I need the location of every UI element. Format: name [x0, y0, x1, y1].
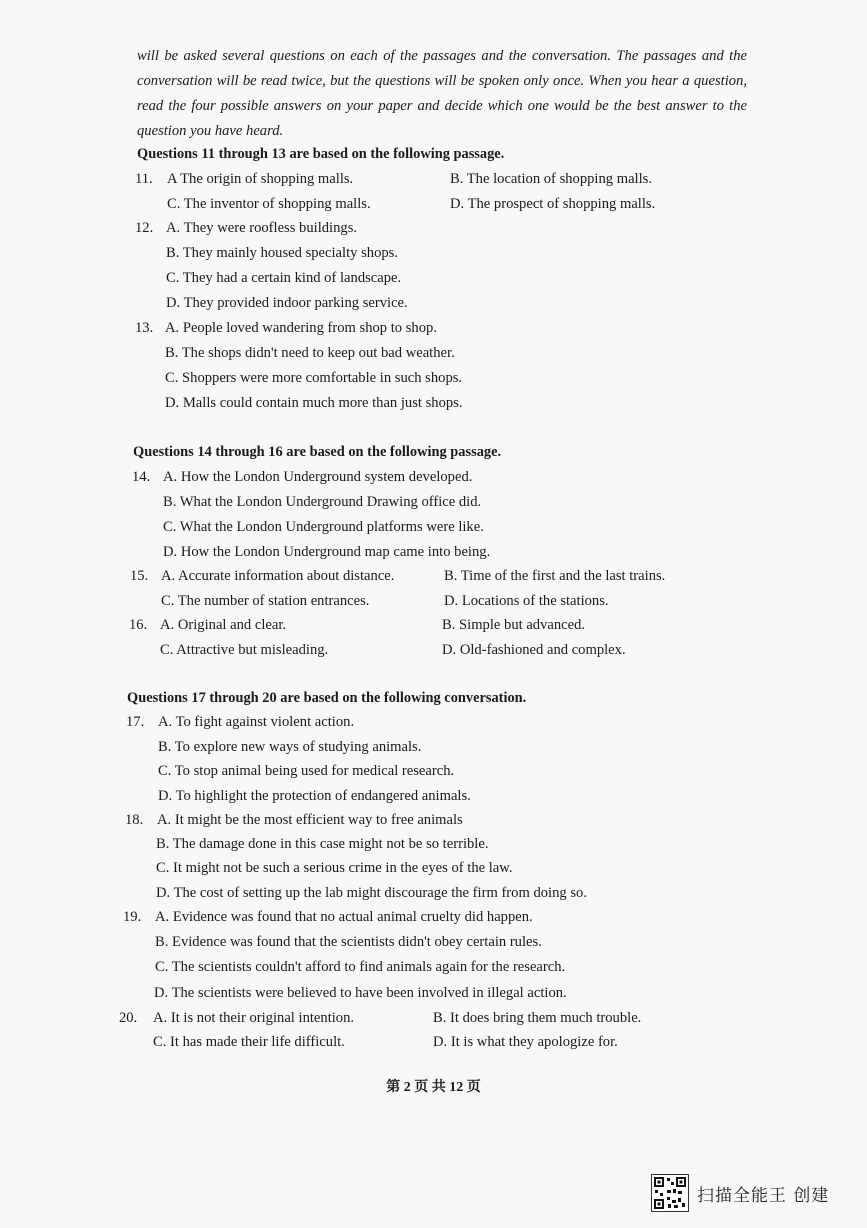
- question-number: 19.: [123, 909, 142, 925]
- scanner-app-text: 扫描全能王 创建: [697, 1185, 830, 1206]
- option-a: A. They were roofless buildings.: [166, 220, 358, 236]
- option-c: C. Shoppers were more comfortable in such shops.: [165, 370, 463, 386]
- question-number: 20.: [119, 1010, 138, 1026]
- qr-code-icon: [651, 1174, 689, 1212]
- option-a: A. To fight against violent action.: [158, 714, 355, 730]
- question-number: 11.: [135, 171, 153, 187]
- option-a: A. It might be the most efficient way to free animals: [157, 812, 463, 828]
- option-b: B. The damage done in this case might not be so terrible.: [156, 836, 489, 852]
- option-a: A. Accurate information about distance.: [161, 568, 395, 584]
- option-d: D. The cost of setting up the lab might discourage the firm from doing so.: [156, 885, 587, 901]
- option-b: B. What the London Underground Drawing office did.: [163, 494, 482, 510]
- section-heading: Questions 14 through 16 are based on the following passage.: [133, 444, 502, 460]
- option-d: D. How the London Underground map came into being.: [163, 544, 491, 560]
- page-number: 第 2 页 共 12 页: [386, 1080, 481, 1095]
- option-c: C. The inventor of shopping malls.: [167, 196, 371, 212]
- instructions-text: will be asked several questions on each of the passages and the conversation. The passages and the conversation will be read twice, but the questions will be spoken only once. When you hear a question, read the four possible answers on your paper and decide which one would be the best answer to the question you have heard.: [137, 48, 747, 139]
- option-d: D. Old-fashioned and complex.: [442, 642, 626, 658]
- option-c: C. The number of station entrances.: [161, 593, 370, 609]
- question-number: 17.: [126, 714, 145, 730]
- option-c: C. What the London Underground platforms were like.: [163, 519, 484, 535]
- option-c: C. The scientists couldn't afford to find animals again for the research.: [155, 959, 566, 975]
- option-a: A. Evidence was found that no actual animal cruelty did happen.: [155, 909, 533, 925]
- question-number: 14.: [132, 469, 151, 485]
- option-c: C. To stop animal being used for medical research.: [158, 763, 455, 779]
- section-heading: Questions 11 through 13 are based on the following passage.: [137, 146, 505, 162]
- option-c: C. They had a certain kind of landscape.: [166, 270, 402, 286]
- option-a: A. Original and clear.: [160, 617, 287, 633]
- question-number: 15.: [130, 568, 149, 584]
- question-number: 12.: [135, 220, 154, 236]
- option-b: B. The location of shopping malls.: [450, 171, 652, 187]
- option-b: B. Time of the first and the last trains.: [444, 568, 666, 584]
- option-b: B. They mainly housed specialty shops.: [166, 245, 398, 261]
- option-d: D. It is what they apologize for.: [433, 1034, 618, 1050]
- question-number: 16.: [129, 617, 148, 633]
- section-heading: Questions 17 through 20 are based on the following conversation.: [127, 690, 527, 706]
- option-a: A The origin of shopping malls.: [167, 171, 354, 187]
- option-d: D. The scientists were believed to have been involved in illegal action.: [154, 985, 567, 1001]
- option-a: A. How the London Underground system developed.: [163, 469, 473, 485]
- option-c: C. Attractive but misleading.: [160, 642, 329, 658]
- option-b: B. Simple but advanced.: [442, 617, 586, 633]
- question-number: 13.: [135, 320, 154, 336]
- option-d: D. The prospect of shopping malls.: [450, 196, 656, 212]
- option-d: D. They provided indoor parking service.: [166, 295, 408, 311]
- option-c: C. It has made their life difficult.: [153, 1034, 345, 1050]
- option-b: B. To explore new ways of studying animals.: [158, 739, 422, 755]
- option-a: A. It is not their original intention.: [153, 1010, 355, 1026]
- option-d: D. Locations of the stations.: [444, 593, 609, 609]
- scanner-watermark: [651, 1174, 829, 1212]
- option-c: C. It might not be such a serious crime in the eyes of the law.: [156, 860, 513, 876]
- option-b: B. It does bring them much trouble.: [433, 1010, 642, 1026]
- option-d: D. To highlight the protection of endangered animals.: [158, 788, 471, 804]
- option-b: B. Evidence was found that the scientists didn't obey certain rules.: [155, 934, 542, 950]
- option-d: D. Malls could contain much more than just shops.: [165, 395, 463, 411]
- option-b: B. The shops didn't need to keep out bad weather.: [165, 345, 455, 361]
- question-number: 18.: [125, 812, 144, 828]
- option-a: A. People loved wandering from shop to shop.: [165, 320, 437, 336]
